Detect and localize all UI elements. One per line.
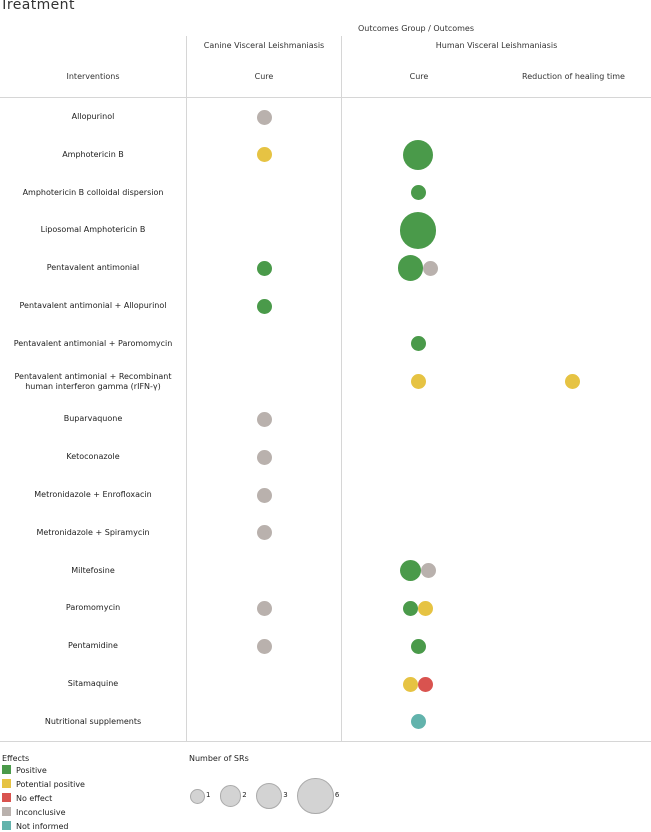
bubble-not-informed xyxy=(411,714,426,729)
effect-legend-item xyxy=(2,821,69,831)
bubble-inconclusive xyxy=(257,639,272,654)
legend-swatch xyxy=(2,793,11,802)
bubble-positive xyxy=(257,261,272,276)
outcome-header-canine-cure: Cure xyxy=(254,72,274,81)
row-label: Allopurinol xyxy=(71,112,115,121)
effect-legend-item xyxy=(2,807,66,817)
legend-label: Not informed xyxy=(16,822,69,831)
bubble-positive xyxy=(400,212,437,249)
header-rule xyxy=(0,97,651,98)
row-label: Metronidazole + Enrofloxacin xyxy=(34,490,152,499)
size-legend-circle xyxy=(220,785,241,806)
effect-legend-item xyxy=(2,765,47,775)
size-legend-title: Number of SRs xyxy=(189,754,249,763)
group-header-human: Human Visceral Leishmaniasis xyxy=(435,41,558,50)
legend-swatch xyxy=(2,779,11,788)
bubble-potential-positive xyxy=(418,601,433,616)
bubble-inconclusive xyxy=(421,563,436,578)
row-label: Amphotericin B xyxy=(62,149,124,159)
row-label: Liposomal Amphotericin B xyxy=(40,225,146,235)
bubble-positive xyxy=(411,185,426,200)
outcome-header-human-healing-time: Reduction of healing time xyxy=(522,72,625,81)
bubble-potential-positive xyxy=(257,147,272,162)
grid-divider-2 xyxy=(341,36,342,741)
bubble-inconclusive xyxy=(257,488,272,503)
size-legend-label: 6 xyxy=(334,791,340,799)
row-label: Miltefosine xyxy=(71,565,115,575)
size-legend-circle xyxy=(190,789,205,804)
effect-legend-item xyxy=(2,793,52,803)
row-label: Metronidazole + Spiramycin xyxy=(36,527,150,537)
size-legend-circle xyxy=(256,783,282,809)
size-legend-label: 3 xyxy=(283,791,288,799)
bubble-positive xyxy=(411,639,426,654)
bubble-positive xyxy=(403,601,418,616)
row-label: Ketoconazole xyxy=(66,452,120,462)
legend-label: Potential positive xyxy=(16,780,85,789)
bottom-rule xyxy=(0,741,651,742)
group-header-canine: Canine Visceral Leishmaniasis xyxy=(203,41,325,50)
row-label: Pentavalent antimonial xyxy=(46,263,140,273)
effect-legend-item xyxy=(2,779,85,789)
bubble-inconclusive xyxy=(257,601,272,616)
interventions-header: Interventions xyxy=(66,72,120,81)
size-legend-label: 1 xyxy=(206,791,211,799)
legend-swatch xyxy=(2,765,11,774)
outcome-header-human-cure: Cure xyxy=(409,72,429,81)
row-label: Pentavalent antimonial + Allopurinol xyxy=(19,301,167,310)
bubble-inconclusive xyxy=(257,525,272,540)
page-title: Treatment xyxy=(0,0,75,13)
bubble-potential-positive xyxy=(403,677,418,692)
bubble-positive xyxy=(411,336,426,351)
row-label: Pentavalent antimonial + Recombinant human interferon gamma (rIFN-γ) xyxy=(14,371,172,391)
size-legend-circle xyxy=(297,778,334,815)
bubble-inconclusive xyxy=(423,261,438,276)
row-label: Sitamaquine xyxy=(67,679,119,688)
bubble-positive xyxy=(398,255,424,281)
grid-divider-1 xyxy=(186,36,187,741)
legend-swatch xyxy=(2,821,11,830)
bubble-inconclusive xyxy=(257,412,272,427)
legend-label: No effect xyxy=(16,794,53,803)
row-label: Nutritional supplements xyxy=(44,716,142,726)
legend-label: Inconclusive xyxy=(16,808,66,817)
size-legend-label: 2 xyxy=(242,791,247,799)
bubble-no-effect xyxy=(418,677,433,692)
row-label: Pentamidine xyxy=(68,641,118,651)
bubble-positive xyxy=(400,560,421,581)
bubble-positive xyxy=(257,299,272,314)
outcomes-group-title: Outcomes Group / Outcomes xyxy=(357,24,475,33)
effects-legend-title: Effects xyxy=(2,754,30,763)
bubble-positive xyxy=(403,140,433,170)
bubble-inconclusive xyxy=(257,110,272,125)
row-label: Pentavalent antimonial + Paromomycin xyxy=(13,338,173,348)
row-label: Paromomycin xyxy=(65,603,121,613)
row-label: Buparvaquone xyxy=(63,414,123,424)
legend-label: Positive xyxy=(16,766,47,775)
row-label: Amphotericin B colloidal dispersion xyxy=(22,187,164,197)
bubble-potential-positive xyxy=(411,374,426,389)
legend-swatch xyxy=(2,807,11,816)
bubble-inconclusive xyxy=(257,450,272,465)
bubble-potential-positive xyxy=(565,374,580,389)
